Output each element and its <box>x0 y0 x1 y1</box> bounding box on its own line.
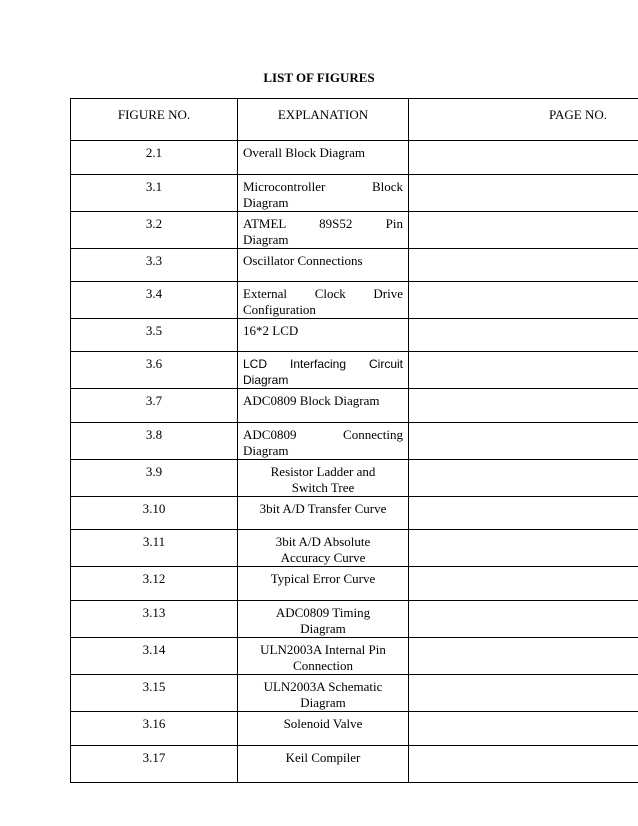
explanation-line-1: ADC0809 Block Diagram <box>243 393 380 408</box>
figure-number-cell: 3.9 <box>71 460 238 497</box>
explanation-cell <box>238 141 409 175</box>
page-number-cell <box>409 212 638 249</box>
explanation-cell <box>238 712 409 746</box>
figure-number-cell: 3.7 <box>71 389 238 423</box>
explanation-cell <box>238 746 409 783</box>
page-number-cell <box>409 530 638 567</box>
explanation-line-2: Diagram <box>243 373 289 387</box>
figure-number-cell: 3.10 <box>71 497 238 530</box>
explanation-line-2: Switch Tree <box>291 480 355 495</box>
table-row <box>71 141 638 175</box>
table-row <box>71 212 638 249</box>
explanation-line-2: Diagram <box>300 695 346 710</box>
explanation-line-1: Keil Compiler <box>285 750 361 765</box>
explanation-cell <box>238 352 409 389</box>
figure-number-cell: 3.6 <box>71 352 238 389</box>
figure-number-cell: 3.4 <box>71 282 238 319</box>
explanation-line-1: ULN2003A Schematic <box>263 679 383 694</box>
page-number-cell <box>409 249 638 282</box>
table-row <box>71 601 638 638</box>
page-number-cell <box>409 282 638 319</box>
explanation-line-1: ADC0809 Timing <box>275 605 371 620</box>
figure-number-cell: 3.12 <box>71 567 238 601</box>
explanation-cell <box>238 423 409 460</box>
explanation-line-1: Solenoid Valve <box>283 716 363 731</box>
explanation-line-1: LCD Interfacing Circuit <box>243 357 403 371</box>
explanation-cell <box>238 175 409 212</box>
table-row <box>71 249 638 282</box>
explanation-line-1: Microcontroller Block <box>243 179 403 194</box>
page-number-cell <box>409 460 638 497</box>
header-page-no: PAGE NO. <box>409 99 638 141</box>
table-row <box>71 567 638 601</box>
explanation-cell <box>238 249 409 282</box>
page-number-cell <box>409 389 638 423</box>
explanation-line-1: ULN2003A Internal Pin <box>260 642 386 657</box>
figure-number-cell: 3.13 <box>71 601 238 638</box>
explanation-line-2: Configuration <box>243 302 316 317</box>
explanation-line-1: Resistor Ladder and <box>270 464 376 479</box>
page-number-cell <box>409 712 638 746</box>
page-number-cell <box>409 746 638 783</box>
table-row <box>71 460 638 497</box>
page-number-cell <box>409 423 638 460</box>
page-number-cell <box>409 352 638 389</box>
header-figure-no: FIGURE NO. <box>71 99 238 141</box>
page-number-cell <box>409 638 638 675</box>
table-row <box>71 282 638 319</box>
explanation-line-1: Overall Block Diagram <box>243 145 366 160</box>
figures-table <box>70 98 638 783</box>
table-header-row <box>71 99 638 141</box>
table-row <box>71 497 638 530</box>
table-row <box>71 712 638 746</box>
figure-number-cell: 3.16 <box>71 712 238 746</box>
figure-number-cell: 3.3 <box>71 249 238 282</box>
explanation-line-1: 3bit A/D Transfer Curve <box>259 501 387 516</box>
explanation-line-2: Connection <box>293 658 353 673</box>
explanation-cell <box>238 389 409 423</box>
page-number-cell <box>409 175 638 212</box>
figure-number-cell: 3.1 <box>71 175 238 212</box>
page-number-cell <box>409 319 638 352</box>
page-number-cell <box>409 675 638 712</box>
figure-number-cell: 3.8 <box>71 423 238 460</box>
page-number-cell <box>409 567 638 601</box>
explanation-cell <box>238 319 409 352</box>
explanation-line-1: External Clock Drive <box>243 286 403 301</box>
explanation-cell <box>238 460 409 497</box>
figure-number-cell: 3.15 <box>71 675 238 712</box>
table-row <box>71 423 638 460</box>
table-row <box>71 319 638 352</box>
table-row <box>71 389 638 423</box>
explanation-line-2: Diagram <box>243 195 289 210</box>
explanation-cell <box>238 530 409 567</box>
table-row <box>71 746 638 783</box>
figure-number-cell: 3.11 <box>71 530 238 567</box>
explanation-line-1: ATMEL 89S52 Pin <box>243 216 403 231</box>
explanation-cell <box>238 638 409 675</box>
explanation-line-1: 3bit A/D Absolute <box>275 534 371 549</box>
figure-number-cell: 2.1 <box>71 141 238 175</box>
explanation-cell <box>238 282 409 319</box>
explanation-cell <box>238 212 409 249</box>
page-number-cell <box>409 141 638 175</box>
page-number-cell <box>409 601 638 638</box>
table-row <box>71 638 638 675</box>
page-title: LIST OF FIGURES <box>263 70 375 85</box>
table-row <box>71 530 638 567</box>
explanation-cell <box>238 675 409 712</box>
explanation-cell <box>238 497 409 530</box>
explanation-line-1: Typical Error Curve <box>270 571 376 586</box>
explanation-line-2: Diagram <box>243 443 289 458</box>
explanation-line-1: 16*2 LCD <box>243 323 299 338</box>
header-explanation: EXPLANATION <box>238 99 409 141</box>
table-row <box>71 352 638 389</box>
table-row <box>71 675 638 712</box>
figure-number-cell: 3.5 <box>71 319 238 352</box>
figure-number-cell: 3.14 <box>71 638 238 675</box>
page-number-cell <box>409 497 638 530</box>
explanation-line-1: Oscillator Connections <box>243 253 363 268</box>
explanation-line-2: Accuracy Curve <box>280 550 366 565</box>
figure-number-cell: 3.2 <box>71 212 238 249</box>
explanation-cell <box>238 567 409 601</box>
figure-number-cell: 3.17 <box>71 746 238 783</box>
table-row <box>71 175 638 212</box>
explanation-line-1: ADC0809 Connecting <box>243 427 403 442</box>
explanation-cell <box>238 601 409 638</box>
explanation-line-2: Diagram <box>300 621 346 636</box>
explanation-line-2: Diagram <box>243 232 289 247</box>
